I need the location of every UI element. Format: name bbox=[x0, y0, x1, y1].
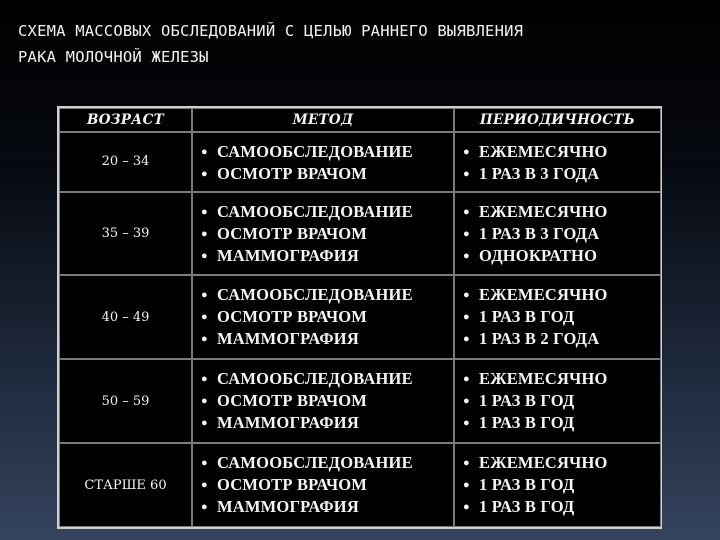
bullet-icon: ● bbox=[463, 501, 470, 514]
bullet-icon: ● bbox=[201, 249, 208, 262]
list-item bbox=[201, 412, 453, 434]
method-cell bbox=[193, 276, 453, 358]
list-item bbox=[463, 245, 660, 267]
list-item bbox=[201, 223, 453, 245]
method-text: ОСМОТР ВРАЧОМ bbox=[217, 164, 368, 183]
bullet-icon: ● bbox=[201, 146, 208, 158]
list-item bbox=[463, 284, 660, 306]
list-item bbox=[201, 368, 453, 390]
method-cell bbox=[193, 444, 453, 526]
list-item bbox=[463, 306, 660, 328]
period-cell bbox=[455, 276, 660, 358]
bullet-icon: ● bbox=[201, 501, 208, 514]
page-title bbox=[18, 18, 708, 70]
method-text: САМООБСЛЕДОВАНИЕ bbox=[217, 369, 413, 389]
bullet-icon: ● bbox=[201, 289, 208, 302]
bullet-icon: ● bbox=[201, 205, 208, 218]
list-item bbox=[463, 201, 660, 223]
list-item bbox=[463, 412, 660, 434]
period-cell bbox=[455, 444, 660, 526]
bullet-icon: ● bbox=[201, 417, 208, 430]
period-list bbox=[463, 141, 660, 185]
period-text: 1 РАЗ В 3 ГОДА bbox=[479, 164, 600, 183]
bullet-icon: ● bbox=[201, 333, 208, 346]
period-list bbox=[463, 452, 660, 518]
age-cell: 35 – 39 bbox=[60, 193, 191, 275]
bullet-icon: ● bbox=[463, 146, 470, 158]
period-text: ЕЖЕМЕСЯЧНО bbox=[479, 201, 608, 221]
bullet-icon: ● bbox=[463, 249, 470, 262]
method-text: САМООБСЛЕДОВАНИЕ bbox=[217, 142, 413, 161]
method-text: ОСМОТР ВРАЧОМ bbox=[217, 223, 368, 243]
period-text: ЕЖЕМЕСЯЧНО bbox=[479, 369, 608, 389]
list-item bbox=[463, 368, 660, 390]
header-periodicity: ПЕРИОДИЧНОСТЬ bbox=[455, 109, 660, 131]
screening-table-frame bbox=[57, 106, 662, 529]
screening-table bbox=[58, 107, 662, 528]
bullet-icon: ● bbox=[463, 289, 470, 302]
method-list bbox=[201, 201, 453, 267]
method-list bbox=[201, 368, 453, 434]
list-item bbox=[463, 328, 660, 350]
list-item bbox=[201, 328, 453, 350]
list-item bbox=[201, 390, 453, 412]
period-list bbox=[463, 201, 660, 267]
table-row bbox=[60, 193, 660, 275]
list-item bbox=[201, 201, 453, 223]
bullet-icon: ● bbox=[201, 457, 208, 470]
age-cell: 40 – 49 bbox=[60, 276, 191, 358]
table-row bbox=[60, 444, 660, 526]
method-list bbox=[201, 284, 453, 350]
bullet-icon: ● bbox=[463, 311, 470, 324]
period-text: 1 РАЗ В ГОД bbox=[479, 307, 575, 327]
list-item bbox=[463, 390, 660, 412]
method-text: САМООБСЛЕДОВАНИЕ bbox=[217, 285, 413, 305]
method-text: МАММОГРАФИЯ bbox=[217, 413, 359, 433]
period-cell bbox=[455, 360, 660, 442]
bullet-icon: ● bbox=[463, 168, 470, 180]
bullet-icon: ● bbox=[201, 168, 208, 180]
method-cell bbox=[193, 133, 453, 191]
period-text: ОДНОКРАТНО bbox=[479, 245, 598, 265]
list-item bbox=[201, 141, 453, 163]
period-text: 1 РАЗ В ГОД bbox=[479, 497, 575, 517]
title-line-2: РАКА МОЛОЧНОЙ ЖЕЛЕЗЫ bbox=[18, 48, 209, 66]
method-text: МАММОГРАФИЯ bbox=[217, 497, 359, 517]
table-row bbox=[60, 276, 660, 358]
method-cell bbox=[193, 193, 453, 275]
table-row bbox=[60, 133, 660, 191]
bullet-icon: ● bbox=[463, 373, 470, 386]
method-list bbox=[201, 452, 453, 518]
method-text: ОСМОТР ВРАЧОМ bbox=[217, 475, 368, 495]
period-text: 1 РАЗ В 3 ГОДА bbox=[479, 223, 600, 243]
period-list bbox=[463, 284, 660, 350]
period-text: ЕЖЕМЕСЯЧНО bbox=[479, 285, 608, 305]
method-cell bbox=[193, 360, 453, 442]
bullet-icon: ● bbox=[201, 227, 208, 240]
title-line-1: СХЕМА МАССОВЫХ ОБСЛЕДОВАНИЙ С ЦЕЛЬЮ РАННЕГО ВЫЯВЛЕНИЯ bbox=[18, 22, 524, 40]
list-item bbox=[463, 496, 660, 518]
bullet-icon: ● bbox=[463, 227, 470, 240]
list-item bbox=[201, 306, 453, 328]
method-text: МАММОГРАФИЯ bbox=[217, 329, 359, 349]
list-item bbox=[201, 496, 453, 518]
list-item bbox=[201, 284, 453, 306]
bullet-icon: ● bbox=[201, 479, 208, 492]
table-header-row bbox=[60, 109, 660, 131]
list-item bbox=[463, 163, 660, 185]
bullet-icon: ● bbox=[201, 395, 208, 408]
period-cell bbox=[455, 193, 660, 275]
method-list bbox=[201, 141, 453, 185]
bullet-icon: ● bbox=[463, 333, 470, 346]
age-cell: 50 – 59 bbox=[60, 360, 191, 442]
period-text: 1 РАЗ В ГОД bbox=[479, 475, 575, 495]
period-text: ЕЖЕМЕСЯЧНО bbox=[479, 453, 608, 473]
period-text: 1 РАЗ В 2 ГОДА bbox=[479, 329, 600, 349]
bullet-icon: ● bbox=[463, 395, 470, 408]
age-cell: 20 – 34 bbox=[60, 133, 191, 191]
list-item bbox=[463, 474, 660, 496]
bullet-icon: ● bbox=[201, 373, 208, 386]
method-text: ОСМОТР ВРАЧОМ bbox=[217, 391, 368, 411]
bullet-icon: ● bbox=[463, 205, 470, 218]
period-text: 1 РАЗ В ГОД bbox=[479, 391, 575, 411]
list-item bbox=[463, 223, 660, 245]
header-method: МЕТОД bbox=[193, 109, 453, 131]
list-item bbox=[201, 452, 453, 474]
method-text: ОСМОТР ВРАЧОМ bbox=[217, 307, 368, 327]
list-item bbox=[463, 452, 660, 474]
bullet-icon: ● bbox=[201, 311, 208, 324]
age-cell: СТАРШЕ 60 bbox=[60, 444, 191, 526]
list-item bbox=[201, 474, 453, 496]
header-age: ВОЗРАСТ bbox=[60, 109, 191, 131]
bullet-icon: ● bbox=[463, 457, 470, 470]
table-row bbox=[60, 360, 660, 442]
bullet-icon: ● bbox=[463, 479, 470, 492]
list-item bbox=[201, 245, 453, 267]
period-cell bbox=[455, 133, 660, 191]
list-item bbox=[463, 141, 660, 163]
list-item bbox=[201, 163, 453, 185]
period-list bbox=[463, 368, 660, 434]
method-text: САМООБСЛЕДОВАНИЕ bbox=[217, 201, 413, 221]
bullet-icon: ● bbox=[463, 417, 470, 430]
method-text: МАММОГРАФИЯ bbox=[217, 245, 359, 265]
method-text: САМООБСЛЕДОВАНИЕ bbox=[217, 453, 413, 473]
period-text: ЕЖЕМЕСЯЧНО bbox=[479, 142, 608, 161]
period-text: 1 РАЗ В ГОД bbox=[479, 413, 575, 433]
